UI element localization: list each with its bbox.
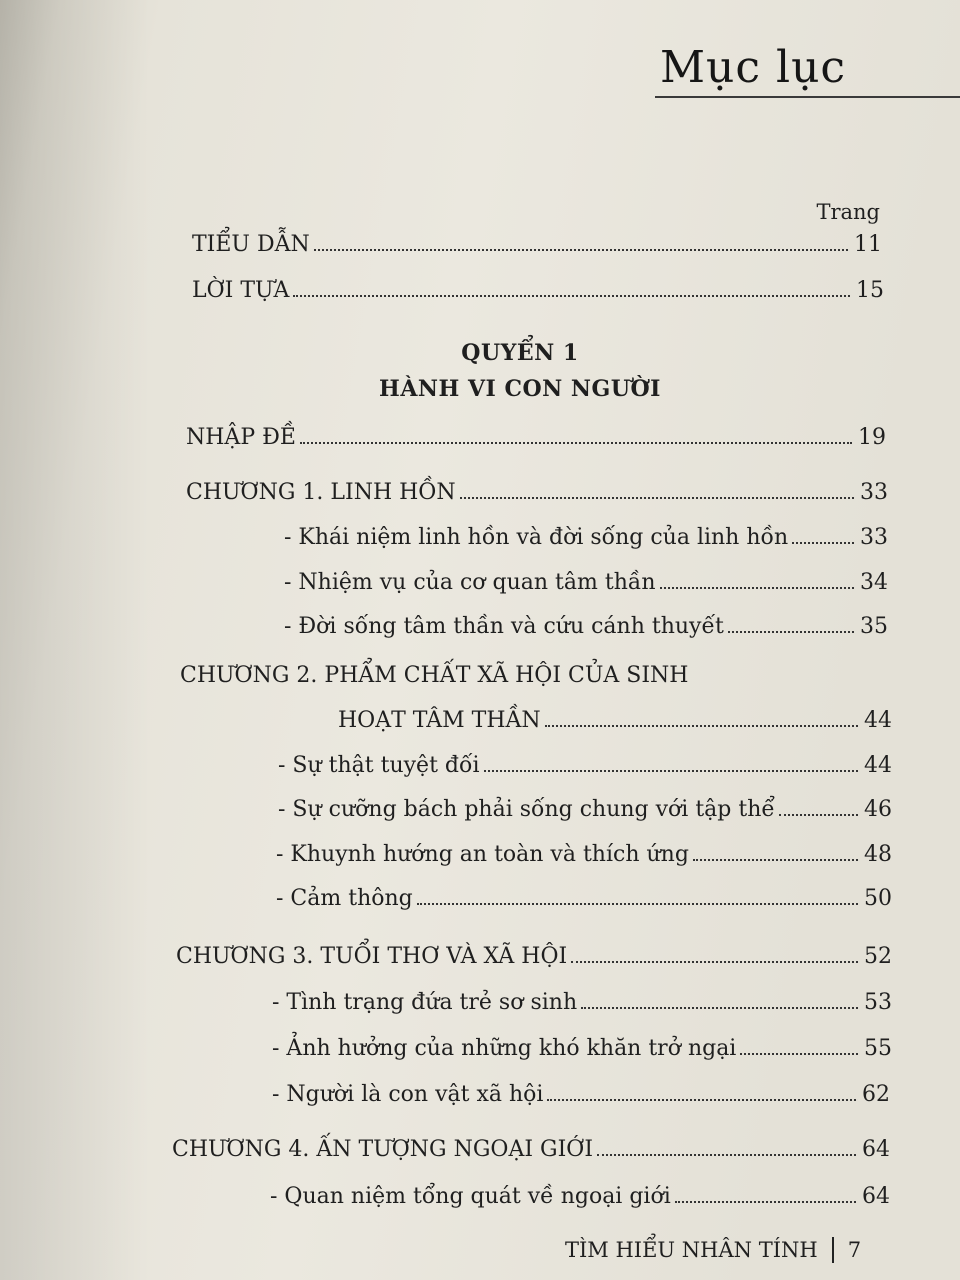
toc-entry-tieu-dan [192,232,882,257]
toc-entry-page: 53 [864,990,892,1015]
toc-entry-label: NHẬP ĐỀ [186,425,296,450]
page-column-header: Trang [816,200,880,224]
page-spine-shadow [0,0,150,1280]
toc-entry-page: 52 [864,944,892,969]
leader-dots [545,725,858,727]
toc-entry-page: 33 [860,480,888,505]
toc-section [278,753,892,778]
toc-entry-label: - Ảnh hưởng của những khó khăn trở ngại [272,1036,737,1061]
toc-section [284,570,888,595]
toc-entry-page: 55 [864,1036,892,1061]
leader-dots [740,1053,858,1055]
leader-dots [314,249,848,251]
footer-page-number: 7 [847,1238,862,1262]
toc-entry-label: CHƯƠNG 3. TUỔI THƠ VÀ XÃ HỘI [176,944,568,969]
toc-entry-label: - Sự cưỡng bách phải sống chung với tập thể [278,797,775,822]
toc-entry-label: - Khái niệm linh hồn và đời sống của linh hồn [284,525,789,550]
leader-dots [792,542,854,544]
footer-separator [832,1237,834,1263]
toc-section [276,842,892,867]
toc-entry-label: - Khuynh hướng an toàn và thích ứng [276,842,689,867]
toc-entry-page: 33 [860,525,888,550]
toc-entry-page: 46 [864,797,892,822]
toc-section [284,525,888,550]
toc-section [272,1036,892,1061]
toc-entry-page: 35 [860,614,888,639]
toc-entry-label: - Sự thật tuyệt đối [278,753,480,778]
leader-dots [417,903,858,905]
toc-entry-page: 50 [864,886,892,911]
toc-entry-page: 44 [864,753,892,778]
toc-entry-label: - Người là con vật xã hội [272,1082,544,1107]
toc-chapter-4 [172,1137,890,1162]
leader-dots [779,814,858,816]
toc-entry-label: - Tình trạng đứa trẻ sơ sinh [272,990,578,1015]
toc-entry-label: - Nhiệm vụ của cơ quan tâm thần [284,570,656,595]
toc-section [270,1184,890,1209]
toc-entry-page: 15 [856,278,884,303]
leader-dots [728,631,854,633]
leader-dots [484,770,859,772]
footer-book-title: TÌM HIỂU NHÂN TÍNH [565,1238,818,1262]
leader-dots [660,587,854,589]
toc-chapter-1 [186,480,888,505]
toc-entry-page: 19 [858,425,886,450]
toc-entry-label: - Đời sống tâm thần và cứu cánh thuyết [284,614,724,639]
toc-section [284,614,888,639]
leader-dots [693,859,858,861]
title-underline [655,96,960,98]
leader-dots [571,961,858,963]
page-footer [565,1237,861,1263]
page-title: Mục lục [660,42,847,93]
toc-section [272,990,892,1015]
toc-entry-page: 62 [862,1082,890,1107]
toc-entry-page: 48 [864,842,892,867]
book-heading: QUYỂN 1 [461,340,579,366]
book-subheading: HÀNH VI CON NGƯỜI [379,376,661,402]
toc-entry-loi-tua [192,278,884,303]
toc-entry-label: CHƯƠNG 4. ẤN TƯỢNG NGOẠI GIỚI [172,1137,594,1162]
toc-section [272,1082,890,1107]
toc-entry-label: HOẠT TÂM THẦN [338,708,541,733]
toc-entry-page: 34 [860,570,888,595]
toc-entry-label: CHƯƠNG 1. LINH HỒN [186,480,456,505]
leader-dots [675,1201,856,1203]
leader-dots [293,295,850,297]
toc-entry-label: LỜI TỰA [192,278,290,303]
toc-entry-page: 64 [862,1184,890,1209]
leader-dots [597,1154,856,1156]
toc-entry-page: 11 [854,232,882,257]
toc-entry-page: 64 [862,1137,890,1162]
toc-section [278,797,892,822]
toc-section [276,886,892,911]
leader-dots [581,1007,858,1009]
toc-entry-label: TIỂU DẪN [192,232,310,257]
leader-dots [300,442,852,444]
leader-dots [547,1099,856,1101]
toc-entry-label: - Quan niệm tổng quát về ngoại giới [270,1184,671,1209]
leader-dots [460,497,854,499]
toc-entry-nhap-de [186,425,886,450]
toc-chapter-3 [176,944,892,969]
toc-chapter-2 [338,708,892,733]
toc-entry-page: 44 [864,708,892,733]
toc-chapter-2-line1: CHƯƠNG 2. PHẨM CHẤT XÃ HỘI CỦA SINH [180,663,689,688]
toc-entry-label: - Cảm thông [276,886,413,911]
